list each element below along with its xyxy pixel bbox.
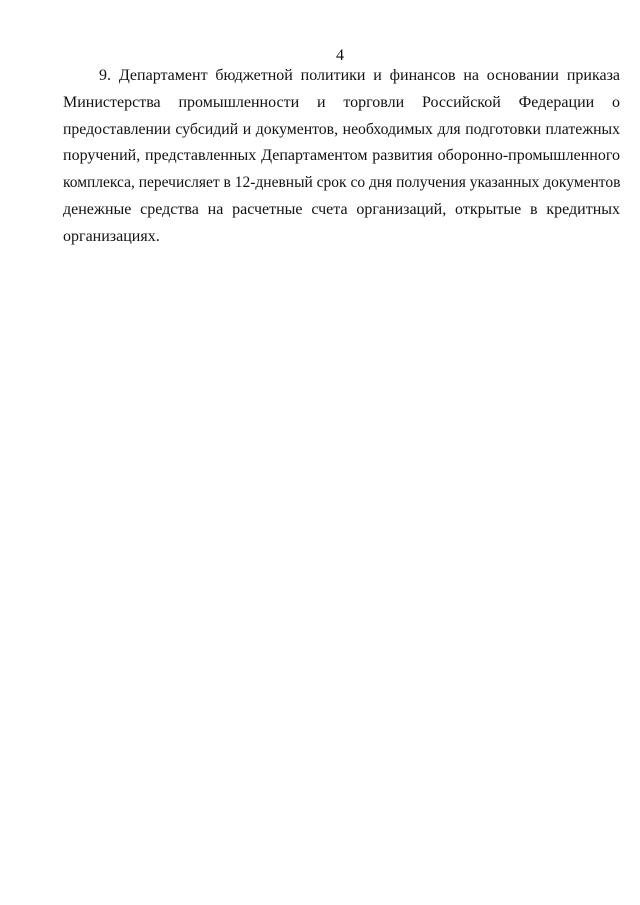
paragraph-line: 9. Департамент бюджетной политики и финансов на основании приказа [99,67,620,84]
paragraph-line: денежные средства на расчетные счета организаций, открытые в кредитных [63,200,620,218]
paragraph-line: Министерства промышленности и торговли Российской Федерации о [63,93,620,111]
paragraph-line: предоставлении субсидий и документов, необходимых для подготовки платежных [63,120,620,138]
page-number: 4 [336,47,344,64]
paragraph-line: комплекса, перечисляет в 12-дневный срок со дня получения указанных документов [63,174,621,192]
paragraph-line: организациях. [63,227,160,245]
paragraph-9 [63,66,620,254]
paragraph-line: поручений, представленных Департаментом развития оборонно-промышленного [63,147,620,165]
